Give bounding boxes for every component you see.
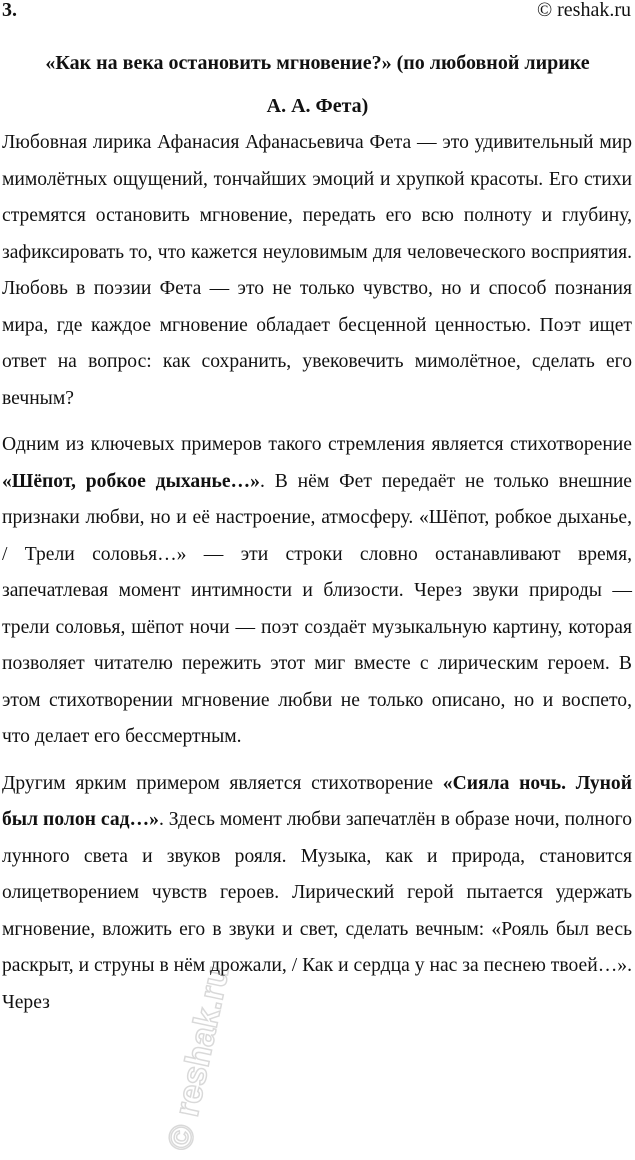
watermark-text: © reshak.ru (160, 962, 237, 1154)
paragraph-3-end: . Здесь момент любви запечатлён в образе ночи, полного лунного света и звуков рояля. Музыка, как и природа, становится олицетворением чувств героев. Лирический герой пытается удержать мгновение, вложить его в звуки и свет, сделать вечным: «Рояль был весь раскрыт, и струны в нём дрожали, / Как и сердца у нас за песнею твоей…». Через (2, 809, 632, 1013)
essay-title-line2: А. А. Фета) (266, 95, 369, 117)
paragraph-2 (2, 427, 632, 756)
paragraph-2-end: . В нём Фет передаёт не только внешние признаки любви, но и её настроение, атмосферу. «Шёпот, робкое дыханье, / Трели соловья…» — эти строки словно останавливают время, запечатлевая момент интимности и близости. Через звуки природы — трели соловья, шёпот ночи — поэт создаёт музыкальную картину, которая позволяет читателю пережить этот миг вместе с лирическим героем. В этом стихотворении мгновение любви не только описано, но и воспето, что делает его бессмертным. (2, 470, 633, 747)
poem-title-shepot: «Шёпот, робкое дыханье…» (2, 470, 260, 492)
essay-body (2, 125, 632, 1031)
task-number: 3. (2, 0, 17, 21)
paragraph-3 (2, 766, 632, 1022)
paragraph-1: Любовная лирика Афанасия Афанасьевича Фета — это удивительный мир мимолётных ощущений, тончайших эмоций и хрупкой красоты. Его стихи стремятся остановить мгновение, передать его всю полноту и глубину, зафиксировать то, что кажется неуловимым для человеческого восприятия. Любовь в поэзии Фета — это не только чувство, но и способ познания мира, где каждое мгновение обладает бесценной ценностью. Поэт ищет ответ на вопрос: как сохранить, увековечить мимолётное, сделать его вечным? (2, 132, 632, 409)
copyright-label: © reshak.ru (536, 0, 631, 21)
paragraph-3-start: Другим ярким примером является стихотворение (2, 772, 443, 794)
poem-title-siyala-noch: «Сияла ночь. Луной был полон сад…» (2, 772, 632, 830)
page-header (0, 0, 635, 24)
essay-title (0, 42, 635, 128)
paragraph-2-start: Одним из ключевых примеров такого стремления является стихотворение (2, 434, 632, 455)
essay-title-line1: «Как на века остановить мгновение?» (по любовной лирике (45, 52, 590, 74)
